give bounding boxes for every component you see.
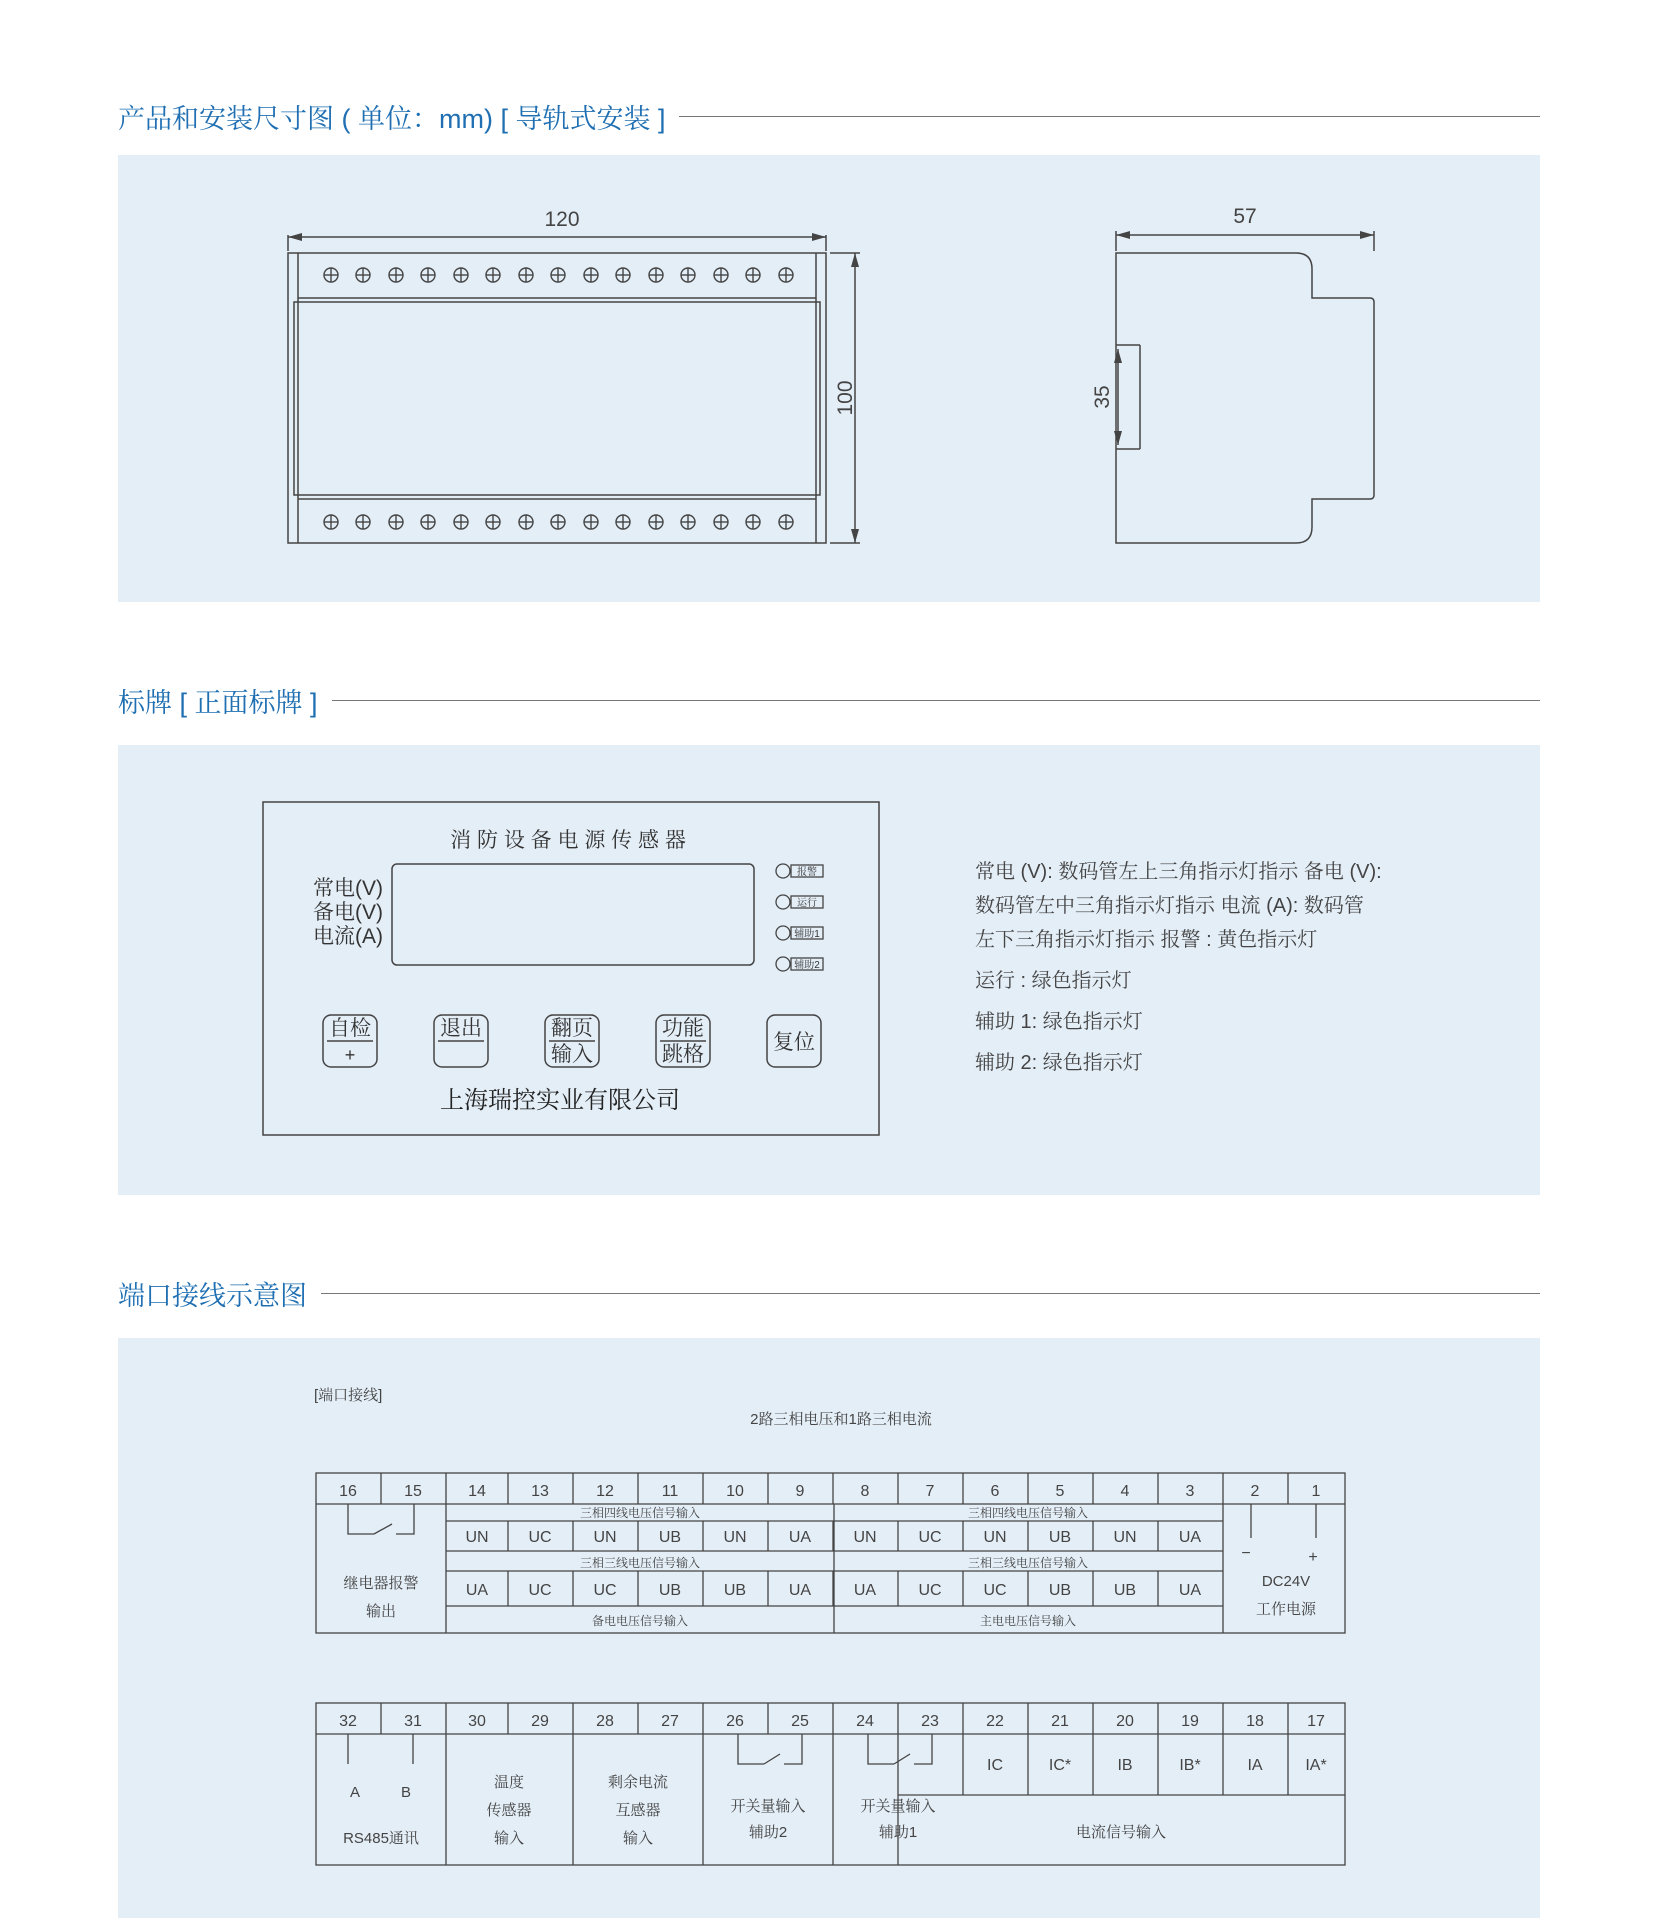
nameplate-title-text: 标牌 [ 正面标牌 ]: [118, 687, 318, 718]
residual-label: 剩余电流: [607, 1774, 669, 1791]
aux1-label: 辅助1: [878, 1824, 918, 1841]
signal-3wire: UA: [853, 1582, 877, 1599]
aux2-label: 辅助2: [748, 1824, 788, 1841]
relay-sublabel: 输出: [365, 1603, 397, 1620]
signal-4wire: UN: [593, 1529, 617, 1546]
terminal-14: 14: [468, 1483, 486, 1500]
page-label: 翻页: [551, 1017, 593, 1040]
rs485-label: RS485通讯: [343, 1830, 419, 1847]
terminal-11: 11: [661, 1483, 679, 1500]
title-rule: [321, 1293, 1540, 1294]
wiring-caption: [端口接线]: [314, 1387, 383, 1404]
power-plus: +: [1308, 1549, 1318, 1566]
product-name: 消 防 设 备 电 源 传 感 器: [450, 829, 686, 852]
terminal-2: 2: [1250, 1483, 1260, 1500]
company-name: 上海瑞控实业有限公司: [440, 1087, 680, 1114]
nameplate-notes: [975, 855, 1382, 1080]
selftest-label: 自检: [329, 1017, 371, 1040]
terminal-22: 22: [986, 1713, 1004, 1730]
group-4wire-backup: 三相四线电压信号输入: [579, 1506, 701, 1520]
temp-label: 输入: [493, 1830, 525, 1847]
signal-4wire: UN: [853, 1529, 877, 1546]
wiring-panel: [118, 1338, 1540, 1918]
terminal-20: 20: [1116, 1713, 1134, 1730]
terminal-29: 29: [531, 1713, 549, 1730]
signal-4wire: UB: [1048, 1529, 1072, 1546]
indicator-aux2: 辅助2: [794, 960, 820, 971]
terminal-7: 7: [925, 1483, 935, 1500]
temp-label: 温度: [493, 1774, 525, 1791]
exit-label: 退出: [440, 1017, 482, 1040]
terminal-5: 5: [1055, 1483, 1065, 1500]
terminal-31: 31: [404, 1713, 422, 1730]
signal-3wire: UB: [723, 1582, 747, 1599]
signal-4wire: UN: [1113, 1529, 1137, 1546]
group-3wire-main: 三相三线电压信号输入: [967, 1556, 1089, 1570]
note-line: 左下三角指示灯指示 报警 : 黄色指示灯: [975, 929, 1318, 951]
terminal-15: 15: [404, 1483, 422, 1500]
dimension-drawing: [118, 155, 1540, 602]
terminal-16: 16: [339, 1483, 357, 1500]
signal-3wire: UA: [1178, 1582, 1202, 1599]
backup-voltage-label: 备电电压信号输入: [591, 1614, 689, 1628]
terminal-25: 25: [791, 1713, 809, 1730]
terminal-24: 24: [856, 1713, 874, 1730]
power-label: DC24V: [1261, 1573, 1311, 1590]
note-line: 辅助 1: 绿色指示灯: [975, 1011, 1143, 1033]
residual-label: 输入: [622, 1830, 654, 1847]
power-sublabel: 工作电源: [1255, 1601, 1317, 1618]
nameplate-section-title: [118, 680, 1540, 720]
current-terminal: IC: [987, 1757, 1003, 1774]
dimensions-title-text: 产品和安装尺寸图 ( 单位：mm) [ 导轨式安装 ]: [118, 103, 666, 134]
current-terminal: IC*: [1048, 1757, 1072, 1774]
label-current: 电流(A): [313, 925, 383, 948]
current-terminal: IB: [1117, 1757, 1133, 1774]
note-line: 运行 : 绿色指示灯: [975, 970, 1132, 992]
signal-4wire: UN: [983, 1529, 1007, 1546]
rs485-b: B: [400, 1784, 412, 1801]
signal-3wire: UC: [528, 1582, 552, 1599]
wiring-diagram: [118, 1338, 1540, 1918]
terminal-9: 9: [795, 1483, 805, 1500]
terminal-18: 18: [1246, 1713, 1264, 1730]
relay-label: 继电器报警: [343, 1575, 419, 1592]
temp-label: 传感器: [486, 1802, 532, 1819]
aux2-label: 开关量输入: [730, 1798, 806, 1815]
terminal-4: 4: [1120, 1483, 1130, 1500]
signal-3wire: UC: [918, 1582, 942, 1599]
label-normal-voltage: 常电(V): [313, 877, 383, 900]
current-terminal: IA: [1247, 1757, 1263, 1774]
digital-display: [392, 864, 754, 965]
input-label: 输入: [551, 1043, 593, 1066]
current-terminal: IB*: [1179, 1757, 1201, 1774]
terminal-19: 19: [1181, 1713, 1199, 1730]
terminal-10: 10: [726, 1483, 744, 1500]
terminal-1: 1: [1311, 1483, 1321, 1500]
signal-3wire: UA: [465, 1582, 489, 1599]
terminal-26: 26: [726, 1713, 744, 1730]
terminal-30: 30: [468, 1713, 486, 1730]
rs485-a: A: [349, 1784, 361, 1801]
signal-3wire: UB: [1113, 1582, 1137, 1599]
note-line: 辅助 2: 绿色指示灯: [975, 1052, 1143, 1074]
note-line: 数码管左中三角指示灯指示 电流 (A): 数码管: [975, 895, 1364, 917]
group-4wire-main: 三相四线电压信号输入: [967, 1506, 1089, 1520]
terminal-13: 13: [531, 1483, 549, 1500]
signal-4wire: UB: [658, 1529, 682, 1546]
wiring-title-text: 端口接线示意图: [118, 1280, 307, 1311]
indicator-lights: [776, 864, 823, 971]
terminal-screws: [324, 268, 793, 529]
wiring-section-title: [118, 1273, 1540, 1313]
terminal-28: 28: [596, 1713, 614, 1730]
terminal-12: 12: [596, 1483, 614, 1500]
side-view-outline: [1116, 253, 1374, 543]
current-terminal: IA*: [1305, 1757, 1327, 1774]
note-line: 常电 (V): 数码管左上三角指示灯指示 备电 (V):: [975, 861, 1382, 883]
signal-4wire: UN: [723, 1529, 747, 1546]
indicator-run: 运行: [797, 898, 817, 909]
title-rule: [679, 116, 1540, 117]
terminal-23: 23: [921, 1713, 939, 1730]
main-voltage-label: 主电电压信号输入: [979, 1614, 1077, 1628]
signal-4wire: UA: [788, 1529, 812, 1546]
indicator-alarm: 报警: [797, 867, 817, 878]
rail-label: 35: [1091, 385, 1114, 409]
residual-label: 互感器: [615, 1802, 661, 1819]
aux1-label: 开关量输入: [860, 1798, 936, 1815]
nameplate-panel: [118, 745, 1540, 1195]
signal-4wire: UN: [465, 1529, 489, 1546]
terminal-8: 8: [860, 1483, 870, 1500]
wiring-subtitle: 2路三相电压和1路三相电流: [750, 1411, 932, 1428]
reset-label: 复位: [773, 1031, 815, 1054]
indicator-aux1: 辅助1: [794, 929, 820, 940]
width-label: 120: [544, 208, 580, 231]
dimensions-section-title: [118, 96, 1540, 136]
signal-3wire: UC: [983, 1582, 1007, 1599]
label-backup-voltage: 备电(V): [313, 901, 383, 924]
signal-4wire: UC: [918, 1529, 942, 1546]
terminal-17: 17: [1307, 1713, 1325, 1730]
signal-3wire: UA: [788, 1582, 812, 1599]
dimensions-panel: [118, 155, 1540, 602]
terminal-3: 3: [1185, 1483, 1195, 1500]
terminal-21: 21: [1051, 1713, 1069, 1730]
signal-4wire: UA: [1178, 1529, 1202, 1546]
depth-label: 57: [1233, 205, 1257, 228]
title-rule: [332, 700, 1540, 701]
terminal-27: 27: [661, 1713, 679, 1730]
group-3wire-backup: 三相三线电压信号输入: [579, 1556, 701, 1570]
terminal-32: 32: [339, 1713, 357, 1730]
terminal-6: 6: [990, 1483, 1000, 1500]
power-minus: −: [1241, 1545, 1251, 1562]
signal-4wire: UC: [528, 1529, 552, 1546]
signal-3wire: UC: [593, 1582, 617, 1599]
signal-3wire: UB: [658, 1582, 682, 1599]
current-label: 电流信号输入: [1075, 1824, 1167, 1841]
function-label: 功能: [662, 1017, 704, 1040]
height-label: 100: [834, 380, 857, 416]
selftest-sublabel: +: [344, 1045, 356, 1065]
signal-3wire: UB: [1048, 1582, 1072, 1599]
skip-label: 跳格: [662, 1043, 704, 1066]
